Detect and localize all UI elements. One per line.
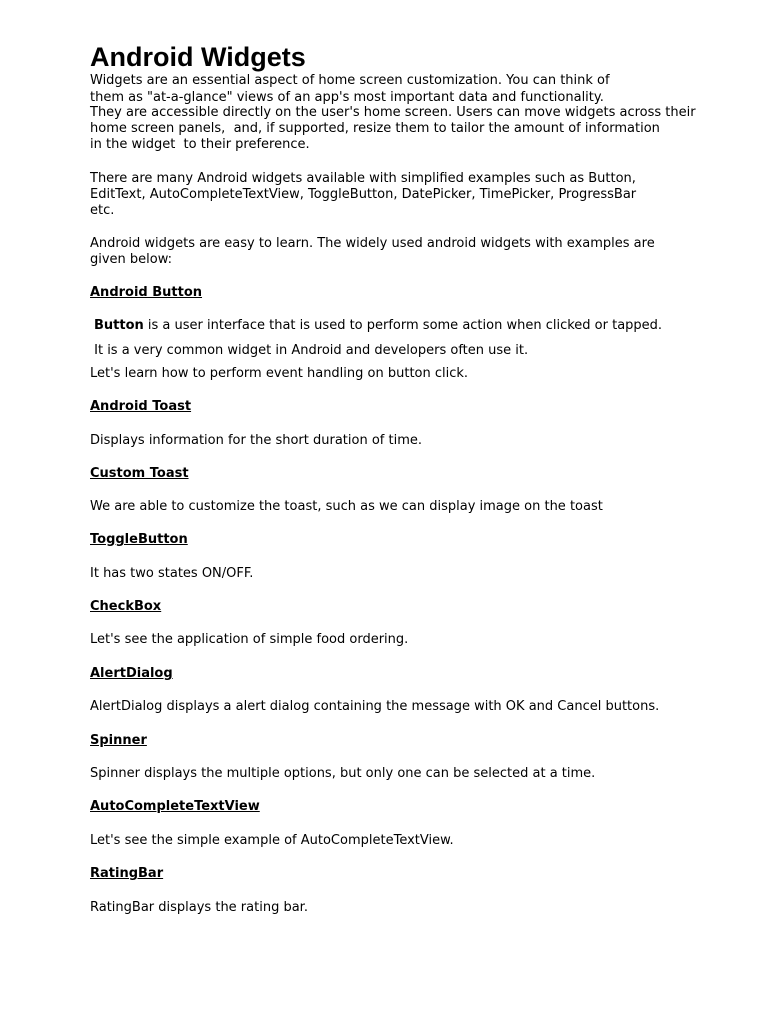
- section-heading: RatingBar: [90, 866, 164, 881]
- intro-line: Widgets are an essential aspect of home screen customization. You can think of: [90, 73, 610, 88]
- section-text: Spinner displays the multiple options, but only one can be selected at a time.: [90, 766, 596, 781]
- paragraph-line: given below:: [90, 252, 173, 267]
- button-description-line: It is a very common widget in Android and developers often use it.: [90, 343, 529, 358]
- section-text: Displays information for the short duration of time.: [90, 433, 423, 448]
- button-description-line: Let's learn how to perform event handling on button click.: [90, 366, 469, 381]
- section-text: AlertDialog displays a alert dialog containing the message with OK and Cancel buttons.: [90, 699, 660, 714]
- intro-line: them as "at-a-glance" views of an app's most important data and functionality.: [90, 90, 604, 105]
- section-text: Let's see the simple example of AutoCompleteTextView.: [90, 833, 454, 848]
- page-title: Android Widgets: [90, 42, 306, 72]
- intro-line: in the widget to their preference.: [90, 137, 310, 152]
- section-heading: Custom Toast: [90, 466, 189, 481]
- paragraph-line: EditText, AutoCompleteTextView, ToggleButton, DatePicker, TimePicker, ProgressBar: [90, 187, 637, 202]
- section-heading: ToggleButton: [90, 532, 188, 547]
- section-heading: CheckBox: [90, 599, 162, 614]
- intro-line: home screen panels, and, if supported, resize them to tailor the amount of information: [90, 121, 660, 136]
- section-heading: Android Toast: [90, 399, 192, 414]
- description-text: is a user interface that is used to perform some action when clicked or tapped.: [143, 318, 663, 333]
- section-text: Let's see the application of simple food ordering.: [90, 632, 409, 647]
- paragraph-line: There are many Android widgets available with simplified examples such as Button,: [90, 171, 636, 186]
- section-heading: AutoCompleteTextView: [90, 799, 260, 814]
- paragraph-line: etc.: [90, 203, 115, 218]
- bold-term: Button: [94, 318, 144, 333]
- section-heading: AlertDialog: [90, 666, 173, 681]
- section-text: We are able to customize the toast, such as we can display image on the toast: [90, 499, 603, 514]
- section-heading-android-button: Android Button: [90, 285, 203, 300]
- section-text: RatingBar displays the rating bar.: [90, 900, 308, 915]
- intro-line: They are accessible directly on the user's home screen. Users can move widgets across their: [90, 105, 696, 120]
- section-text: It has two states ON/OFF.: [90, 566, 254, 581]
- paragraph-line: Android widgets are easy to learn. The widely used android widgets with examples are: [90, 236, 655, 251]
- button-description-line: [94, 318, 662, 334]
- section-heading: Spinner: [90, 733, 147, 748]
